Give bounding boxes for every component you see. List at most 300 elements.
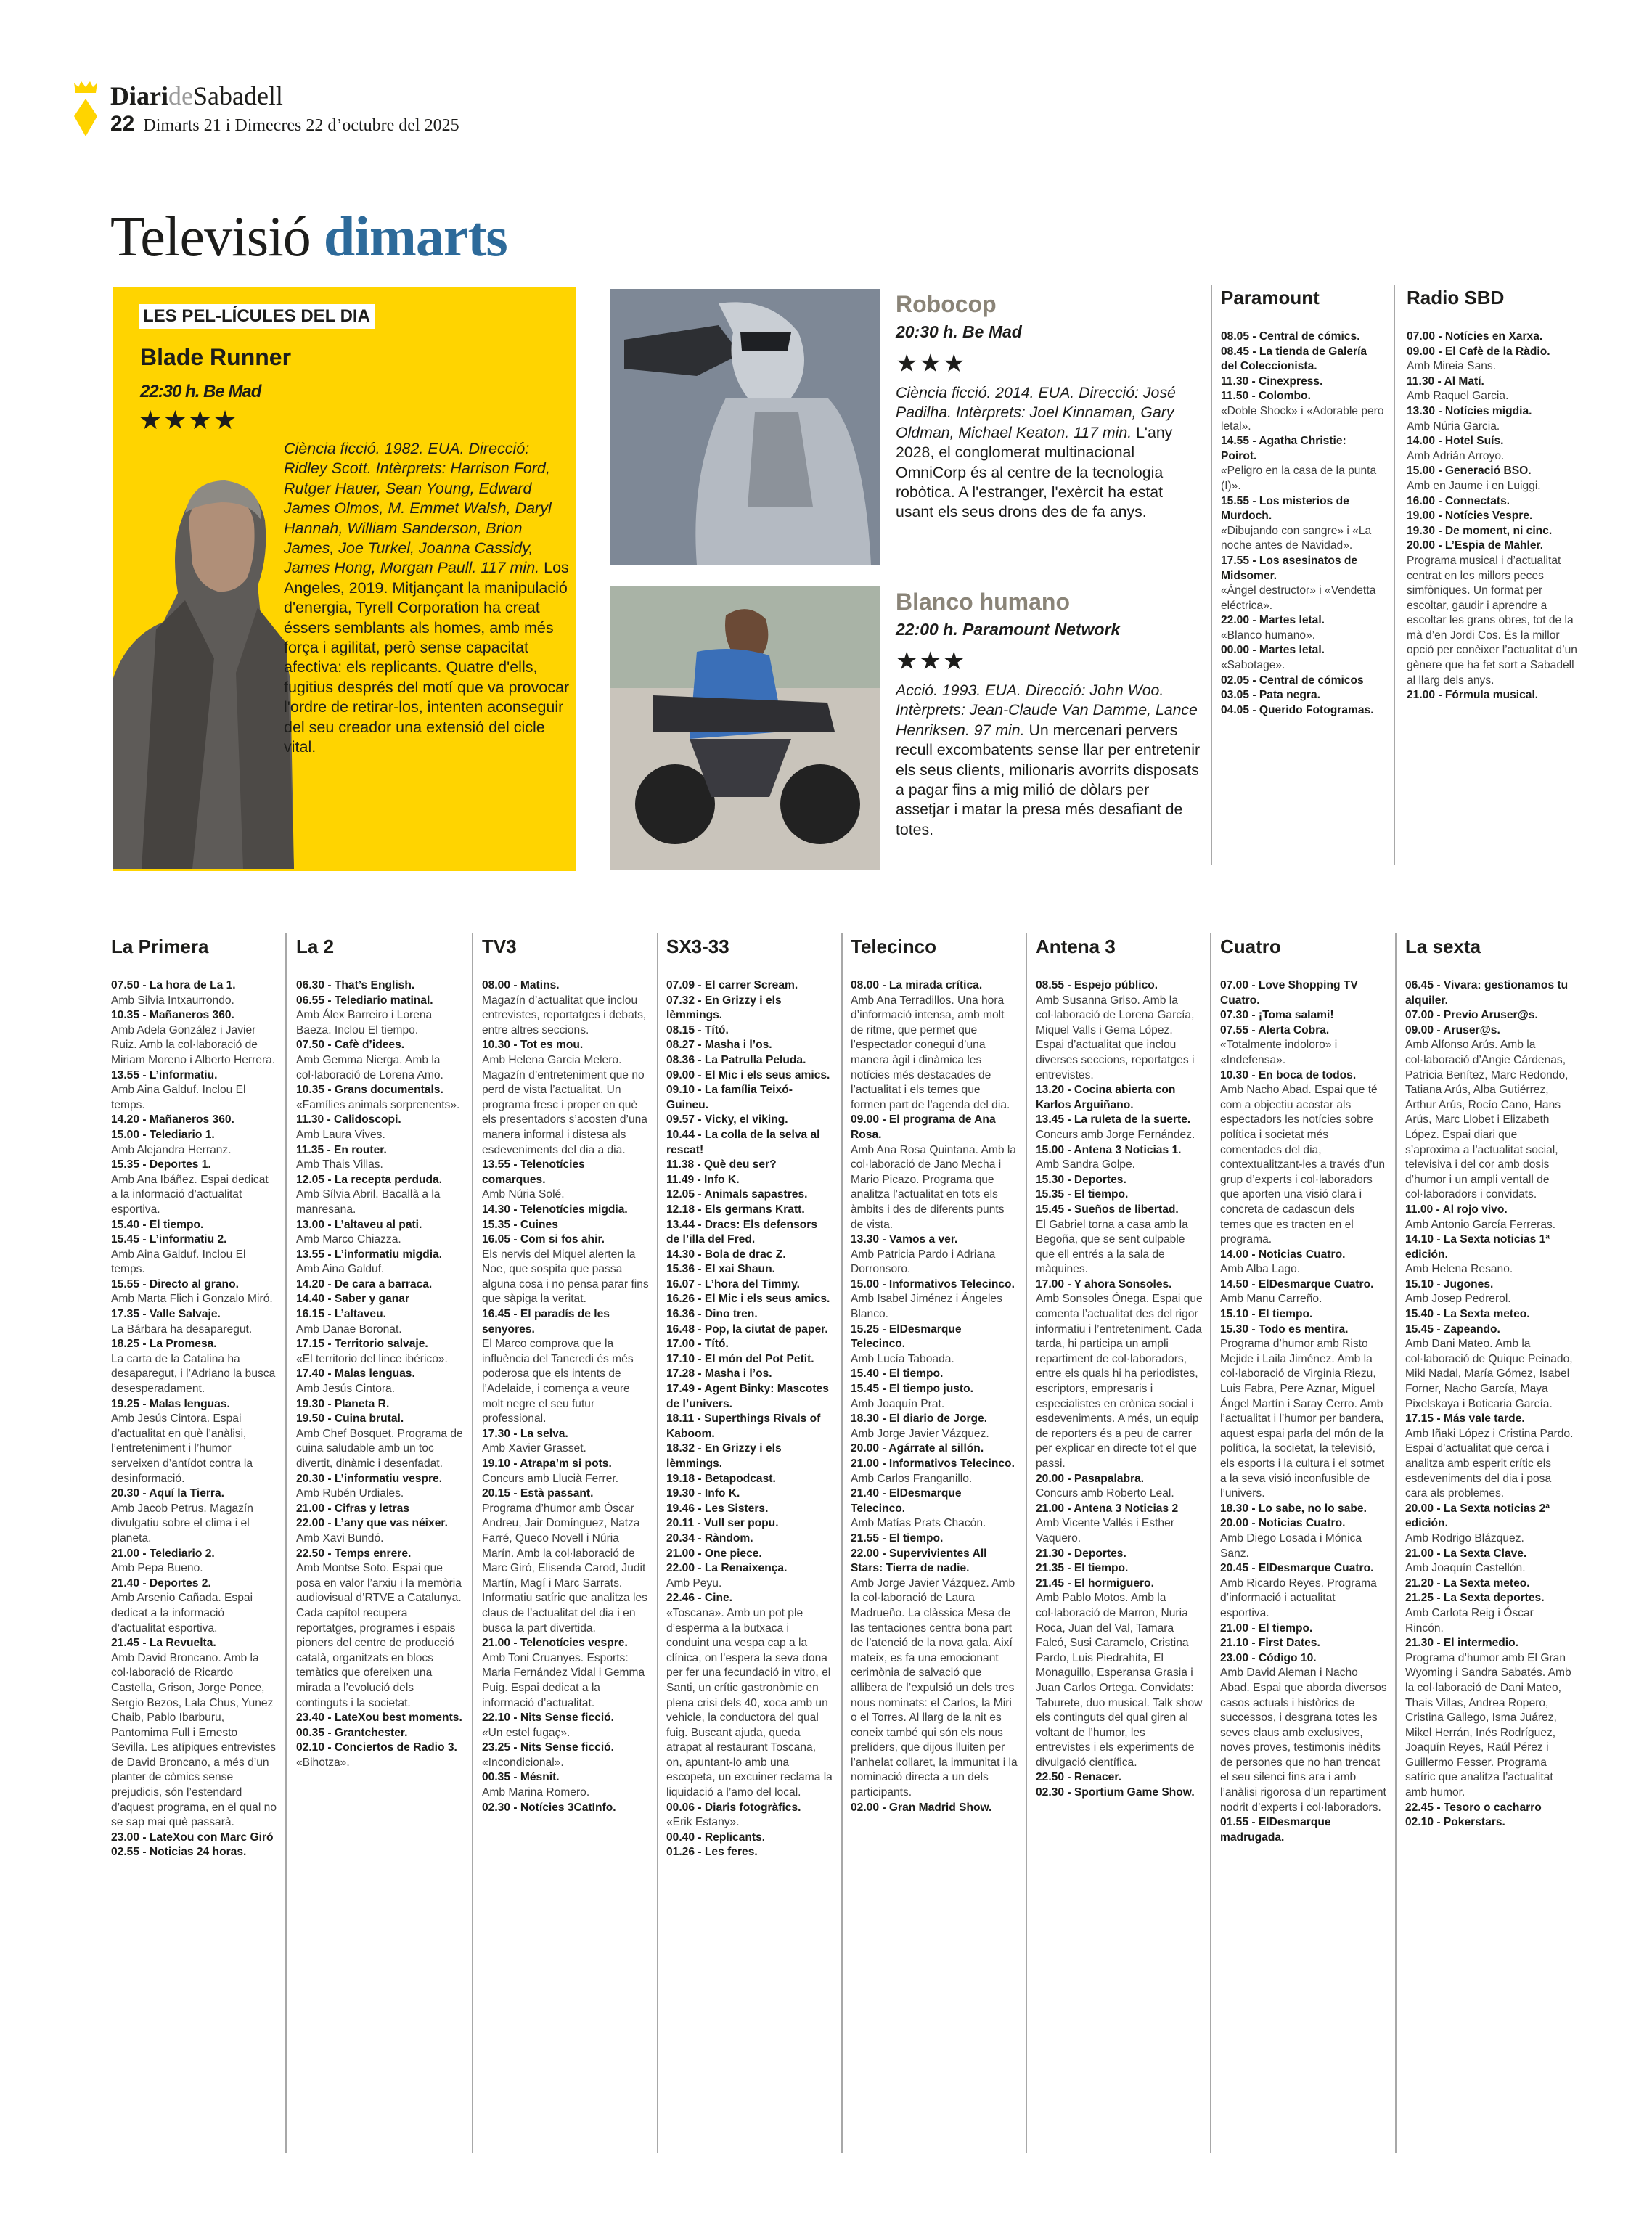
program-entry xyxy=(1221,330,1384,345)
program-entry xyxy=(1407,434,1581,464)
program-entry xyxy=(296,1292,465,1307)
program-entry xyxy=(666,1547,833,1562)
program-entry xyxy=(296,1173,465,1218)
program-title: 12.18 - Els germans Kratt. xyxy=(666,1203,805,1216)
program-entry xyxy=(1221,613,1384,643)
program-title: 15.25 - ElDesmarque Telecinco. xyxy=(851,1322,962,1351)
program-entry xyxy=(111,1547,277,1576)
channel-name: Cuatro xyxy=(1220,936,1281,957)
program-note: Amb Lucía Taboada. xyxy=(851,1352,954,1365)
program-note: Amb Matías Prats Chacón. xyxy=(851,1517,986,1530)
program-note: Amb Isabel Jiménez i Ángeles Blanco. xyxy=(851,1293,1002,1321)
program-entry xyxy=(1036,1576,1203,1771)
program-title: 23.40 - LateXou best moments. xyxy=(296,1711,462,1725)
program-entry xyxy=(1221,389,1384,434)
program-note: Programa d’humor amb El Gran Wyoming i Sandra Sabatés. Amb la col·laboració de Dani Mateo, Thais Villas, Andrea Ropero, Cristina Gallego, Isma Juárez, Mikel Herrán, Inés Rodríguez, Joaquín Reyes, Raúl Pérez i Guillermo Fesser. Programa satíric que analitza l’actualitat amb humor. xyxy=(1405,1651,1571,1799)
program-note: Amb Adela González i Javier Ruiz. Amb la col·laboració de Miriam Moreno i Alberto Herrera. xyxy=(111,1023,276,1066)
program-note: Amb Aina Galduf. Inclou El temps. xyxy=(111,1248,246,1276)
program-entry xyxy=(666,1845,833,1860)
program-title: 10.30 - Tot es mou. xyxy=(482,1039,584,1052)
program-title: 23.25 - Nits Sense ficció. xyxy=(482,1741,615,1754)
program-note: Amb Rubén Urdiales. xyxy=(296,1487,404,1500)
brand-bold: Diari xyxy=(110,81,168,110)
channel-name: Radio SBD xyxy=(1407,287,1505,308)
program-note: La carta de la Catalina ha desaparegut, i l’Adriano la busca desesperadament. xyxy=(111,1352,276,1396)
program-entry xyxy=(666,1516,833,1531)
program-note: Amb Ana Terradillos. Una hora d’informació intensa, amb molt de ritme, que permet que l’espectador conegui d’una manera àgil i dinàmica les notícies més destacades de l’actualitat i els temes que formen part de l’agenda del dia. xyxy=(851,994,1010,1111)
movie-synopsis: Un mercenari pervers recull excombatents sense llar per entretenir els seus clients, milionaris avorrits disposats a pagar fins a mig milió de dòlars per assetjar i matar la presa més desafiant de totes. xyxy=(896,721,1201,838)
program-entry xyxy=(296,1711,465,1726)
program-note: «Un estel fugaç». xyxy=(482,1726,571,1739)
program-title: 15.10 - El tiempo. xyxy=(1220,1308,1313,1321)
program-entry xyxy=(482,1486,649,1636)
program-entry xyxy=(296,1218,465,1248)
program-entry xyxy=(296,1472,465,1502)
program-title: 15.55 - Los misterios de Murdoch. xyxy=(1221,494,1349,523)
program-title: 15.45 - El tiempo justo. xyxy=(851,1383,973,1396)
program-title: 21.35 - El tiempo. xyxy=(1036,1562,1129,1575)
brand-rest: Sabadell xyxy=(192,81,283,110)
movie-rating-stars: ★★★ xyxy=(896,350,967,377)
channel-column-sx3-33 xyxy=(666,935,833,1860)
program-title: 13.00 - L’altaveu al pati. xyxy=(296,1218,422,1231)
program-title: 22.00 - La Renaixença. xyxy=(666,1562,788,1575)
program-title: 15.45 - Sueños de libertad. xyxy=(1036,1203,1179,1216)
program-title: 07.32 - En Grizzy i els lèmmings. xyxy=(666,994,782,1022)
program-entry xyxy=(111,1158,277,1217)
program-title: 21.00 - Telediario 2. xyxy=(111,1547,215,1560)
program-entry xyxy=(1405,1307,1574,1322)
movie-description xyxy=(896,383,1201,523)
program-note: Amb Sílvia Abril. Bacallà a la manresana. xyxy=(296,1188,441,1216)
program-entry xyxy=(1221,494,1384,554)
movie-credits: Acció. 1993. EUA. Direcció: John Woo. Intèrprets: Jean-Claude Van Damme, Lance Henriksen. 97 min. xyxy=(896,682,1198,739)
program-entry xyxy=(1405,1023,1574,1203)
program-note: «Dibujando con sangre» i «La noche antes de Navidad». xyxy=(1221,524,1372,552)
program-title: 15.35 - El tiempo. xyxy=(1036,1188,1129,1201)
program-title: 17.55 - Los asesinatos de Midsomer. xyxy=(1221,554,1358,582)
program-title: 10.30 - En boca de todos. xyxy=(1220,1068,1357,1081)
program-title: 15.00 - Informativos Telecinco. xyxy=(851,1277,1015,1291)
program-note: Amb Ana Ibáñez. Espai dedicat a la informació d’actualitat esportiva. xyxy=(111,1173,269,1216)
program-title: 21.30 - Deportes. xyxy=(1036,1547,1126,1560)
program-entry xyxy=(1405,1277,1574,1307)
program-entry xyxy=(1405,1591,1574,1636)
program-entry xyxy=(296,1277,465,1293)
featured-credits: Ciència ficció. 1982. EUA. Direcció: Ridley Scott. Intèrprets: Harrison Ford, Rutger Hauer, Sean Young, Edward James Olmos, M. Emmet Walsh, Daryl Hannah, William Sanderson, Brion James, Joe Turkel, Joanna Cassidy, James Hong, Morgan Paull. 117 min. xyxy=(284,440,552,577)
program-title: 09.00 - El programa de Ana Rosa. xyxy=(851,1113,996,1141)
program-title: 08.55 - Espejo público. xyxy=(1036,979,1158,991)
program-entry xyxy=(482,1770,649,1800)
program-note: Amb Laura Vives. xyxy=(296,1128,385,1141)
program-entry xyxy=(111,1486,277,1546)
program-note: Amb Ana Rosa Quintana. Amb la col·laboració de Jano Mecha i Mario Picazo. Programa que analitza l’actualitat en tots els àmbits i des de diferents punts de vista. xyxy=(851,1143,1016,1231)
program-entry xyxy=(1036,1770,1203,1786)
program-entry xyxy=(482,1457,649,1486)
program-title: 20.11 - Vull ser popu. xyxy=(666,1517,779,1530)
program-entry xyxy=(482,978,649,1038)
program-note: «Peligro en la casa de la punta (I)». xyxy=(1221,465,1377,492)
featured-synopsis: Los Angeles, 2019. Mitjançant la manipulació d'energia, Tyrell Corporation ha creat éssers semblants als homes, amb més força i agilitat, però sense capacitat afectiva: els replicants. Quatre d'ells, fugitius després del motí que va provocar l'ordre de retirar-los, intenten aconseguir del seu creador una extensió del cicle vital. xyxy=(284,559,570,756)
movie-description xyxy=(896,681,1201,840)
program-note: Amb Jacob Petrus. Magazín divulgatiu sobre el clima i el planeta. xyxy=(111,1502,253,1545)
program-entry xyxy=(666,1277,833,1293)
program-entry xyxy=(482,1232,649,1307)
column-divider xyxy=(657,933,658,2153)
program-entry xyxy=(296,1367,465,1396)
program-entry xyxy=(1036,1083,1203,1113)
program-title: 20.45 - ElDesmarque Cuatro. xyxy=(1220,1562,1374,1575)
masthead xyxy=(73,80,581,145)
program-entry xyxy=(1405,1203,1574,1232)
program-entry xyxy=(296,1397,465,1412)
column-divider xyxy=(1394,285,1395,865)
program-title: 17.00 - Tító. xyxy=(666,1338,729,1351)
program-entry xyxy=(1221,643,1384,673)
program-entry xyxy=(1036,1143,1203,1173)
channel-name: La Primera xyxy=(111,936,209,957)
column-divider xyxy=(472,933,473,2153)
program-title: 17.15 - Más vale tarde. xyxy=(1405,1412,1525,1426)
program-entry xyxy=(1220,978,1387,1008)
program-title: 21.10 - First Dates. xyxy=(1220,1637,1320,1650)
program-entry xyxy=(1407,524,1581,539)
program-title: 11.38 - Què deu ser? xyxy=(666,1158,777,1171)
program-title: 18.25 - La Promesa. xyxy=(111,1338,217,1351)
program-entry xyxy=(111,1831,277,1846)
program-entry xyxy=(666,1248,833,1263)
program-title: 00.35 - Mésnit. xyxy=(482,1771,560,1784)
program-title: 13.45 - La ruleta de la suerte. xyxy=(1036,1113,1191,1126)
movie-robocop xyxy=(896,290,1201,523)
program-note: Amb Manu Carreño. xyxy=(1220,1293,1322,1306)
program-title: 21.00 - El tiempo. xyxy=(1220,1621,1313,1635)
program-entry xyxy=(1036,1472,1203,1502)
program-entry xyxy=(482,1307,649,1427)
program-entry xyxy=(666,1502,833,1517)
program-title: 21.45 - El hormiguero. xyxy=(1036,1576,1154,1590)
program-entry xyxy=(296,1248,465,1277)
program-entry xyxy=(1407,330,1581,345)
movie-time-channel: 20:30 h. Be Mad xyxy=(896,322,1022,341)
program-note: «Erik Estany». xyxy=(666,1816,740,1829)
program-note: Amb Helena Resano. xyxy=(1405,1263,1513,1276)
program-title: 12.05 - La recepta perduda. xyxy=(296,1173,443,1186)
program-title: 14.50 - ElDesmarque Cuatro. xyxy=(1220,1277,1374,1291)
program-note: Amb David Aleman i Nacho Abad. Espai que aborda diversos casos actuals i històrics de successos, i desgrana totes les seves claus amb exclusives, noves proves, testimonis inèdits de persones que no han trencat el seu silenci fins ara i amb l’anàlisi rigorosa d’un repartiment nodrit d’experts i col·laboradors. xyxy=(1220,1666,1387,1814)
program-entry xyxy=(1405,1801,1574,1816)
program-entry xyxy=(666,1083,833,1113)
program-title: 15.00 - Telediario 1. xyxy=(111,1128,215,1141)
program-note: Amb Chef Bosquet. Programa de cuina saludable amb un toc divertit, dinàmic i desenfadat. xyxy=(296,1427,463,1470)
program-entry xyxy=(666,1382,833,1412)
program-note: Programa d’humor amb Risto Mejide i Laila Jiménez. Amb la col·laboració de Virginia Riezu, Luis Fabra, Pere Aznar, Miguel Ángel Martín i Saray Cerro. Amb l’actualitat i l’humor per bandera, aquest espai parla del món de la política, la societat, la televisió, els esports i la cultura i el sotmet a la seva visió inconfusible de l’univers. xyxy=(1220,1338,1385,1500)
program-note: Amb Núria Garcia. xyxy=(1407,420,1500,433)
featured-description xyxy=(284,439,571,758)
channel-column-la-primera xyxy=(111,935,277,1860)
program-entry xyxy=(1407,494,1581,510)
program-note: «Totalmente indoloro» i «Indefensa». xyxy=(1220,1039,1338,1066)
program-title: 21.00 - One piece. xyxy=(666,1547,762,1560)
program-note: Amb Patricia Pardo i Adriana Dorronsoro. xyxy=(851,1248,996,1276)
column-divider xyxy=(1026,933,1027,2153)
program-entry xyxy=(666,1337,833,1352)
program-title: 15.35 - Cuines xyxy=(482,1218,558,1231)
program-entry xyxy=(1220,1636,1387,1651)
issue-line xyxy=(110,112,459,138)
program-title: 13.55 - L’informatiu. xyxy=(111,1068,218,1081)
program-entry xyxy=(851,1412,1018,1441)
program-note: Amb Jorge Javier Vázquez. Amb la col·laboració de Laura Madrueño. La clàssica Mesa de las tentaciones centra bona part de l’atenció de la nova gala. Així mateix, es fa una emocionant cerimònia de salvació que allibera de l’expulsió un dels tres nous nominats: el Carlos, la Miri o el Torres. Al llarg de la nit es coneix també qui són els nous prelíders, que dijous lluiten per l’anhelat collaret, la immunitat i la nominació directa a un dels participants. xyxy=(851,1576,1018,1799)
program-entry xyxy=(1405,1008,1574,1023)
program-title: 21.20 - La Sexta meteo. xyxy=(1405,1576,1530,1590)
program-entry xyxy=(1036,1173,1203,1188)
program-entry xyxy=(296,1143,465,1173)
program-entry xyxy=(111,1232,277,1277)
program-title: 15.55 - Directo al grano. xyxy=(111,1277,239,1291)
program-title: 11.35 - En router. xyxy=(296,1143,387,1156)
program-entry xyxy=(1405,978,1574,1008)
program-note: «Famílies animals sorprenents». xyxy=(296,1098,460,1111)
channel-column-radio-sbd xyxy=(1407,286,1581,703)
program-title: 11.50 - Colombo. xyxy=(1221,390,1311,403)
program-note: Amb Jesús Cintora. xyxy=(296,1383,396,1396)
program-title: 09.10 - La família Teixó-Guineu. xyxy=(666,1084,793,1111)
program-note: «Incondicional». xyxy=(482,1756,564,1769)
program-entry xyxy=(851,1531,1018,1547)
program-title: 22.00 - Martes letal. xyxy=(1221,614,1325,627)
program-entry xyxy=(296,1083,465,1113)
program-entry xyxy=(851,1382,1018,1412)
program-entry xyxy=(1221,703,1384,719)
program-title: 20.00 - Pasapalabra. xyxy=(1036,1472,1145,1485)
program-entry xyxy=(1036,1187,1203,1203)
program-entry xyxy=(1220,1502,1387,1517)
column-divider xyxy=(1210,933,1211,2153)
program-title: 16.05 - Com si fos ahir. xyxy=(482,1233,605,1246)
program-entry xyxy=(1405,1412,1574,1502)
program-entry xyxy=(1036,978,1203,1083)
program-note: Amb Dani Mateo. Amb la col·laboració de Quique Peinado, Miki Nadal, María Gómez, Isabel Forner, Nacho García, Maya Pixelskaya i Boticaria García. xyxy=(1405,1338,1573,1410)
program-entry xyxy=(1036,1203,1203,1277)
program-title: 16.48 - Pop, la ciutat de paper. xyxy=(666,1322,828,1336)
program-entry xyxy=(1220,1023,1387,1068)
program-entry xyxy=(851,1457,1018,1486)
program-entry xyxy=(482,1801,649,1816)
program-entry xyxy=(851,1322,1018,1367)
program-note: Amb Núria Solé. xyxy=(482,1188,565,1201)
movie-rating-stars: ★★★ xyxy=(896,647,967,675)
program-title: 21.25 - La Sexta deportes. xyxy=(1405,1592,1545,1605)
program-title: 08.00 - La mirada crítica. xyxy=(851,979,983,991)
program-title: 02.05 - Central de cómicos xyxy=(1221,674,1364,687)
program-title: 19.00 - Notícies Vespre. xyxy=(1407,510,1533,523)
program-title: 19.46 - Les Sisters. xyxy=(666,1502,769,1515)
program-note: Magazín d’actualitat que inclou entrevistes, reportatges i debats, entre altres seccions. xyxy=(482,994,647,1036)
program-note: Amb Xavi Bundó. xyxy=(296,1531,384,1545)
program-title: 09.57 - Vicky, el viking. xyxy=(666,1113,788,1126)
program-title: 16.07 - L’hora del Timmy. xyxy=(666,1277,801,1291)
program-entry xyxy=(1220,1248,1387,1277)
program-entry xyxy=(666,1218,833,1248)
program-title: 21.00 - Antena 3 Noticias 2 xyxy=(1036,1502,1179,1515)
program-entry xyxy=(296,994,465,1039)
page-title xyxy=(110,202,507,271)
program-title: 08.27 - Masha i l’os. xyxy=(666,1039,772,1052)
program-note: Programa musical i d’actualitat centrat en les millors peces simfòniques. Un format per escoltar, gaudir i aprendre a escoltar les grans obres, tot de la mà d’en Jordi Cos. És la millor opció per conèixer l’actualitat d’un gènere que ha fet sort a Sabadell al llarg dels anys. xyxy=(1407,554,1577,687)
program-entry xyxy=(1407,464,1581,494)
channel-column-cuatro xyxy=(1220,935,1387,1845)
program-title: 15.00 - Generació BSO. xyxy=(1407,465,1532,478)
program-entry xyxy=(1220,1561,1387,1621)
program-title: 15.40 - El tiempo. xyxy=(111,1218,204,1231)
program-note: La Bárbara ha desaparegut. xyxy=(111,1322,253,1336)
program-title: 17.28 - Masha i l’os. xyxy=(666,1367,772,1381)
program-entry xyxy=(1220,1815,1387,1845)
program-title: 19.25 - Malas lenguas. xyxy=(111,1397,230,1410)
program-entry xyxy=(851,1277,1018,1322)
channel-column-la-2 xyxy=(296,935,465,1770)
program-title: 10.44 - La colla de la selva al rescat! xyxy=(666,1128,820,1156)
program-title: 20.34 - Ràndom. xyxy=(666,1531,753,1545)
program-note: Amb Gemma Nierga. Amb la col·laboració de Lorena Amo. xyxy=(296,1053,443,1081)
program-title: 11.30 - Calidoscopi. xyxy=(296,1113,401,1126)
program-note: Amb David Broncano. Amb la col·laboració de Ricardo Castella, Grison, Jorge Ponce, Sergio Bezos, Lala Chus, Yunez Chaib, Pablo Ibarburu, Pantomima Full i Ernesto Sevilla. Les atípiques entrevistes de David Broncano, a més d’un planter de còmics sense prejudicis, són l’estendard d’aquest programa, en el qual no se sap mai què passarà. xyxy=(111,1651,277,1829)
program-entry xyxy=(1036,1561,1203,1576)
program-title: 11.30 - Cinexpress. xyxy=(1221,375,1323,388)
program-title: 11.30 - Al Matí. xyxy=(1407,375,1484,388)
program-note: Amb Rodrigo Blázquez. xyxy=(1405,1531,1524,1545)
program-note: Amb Diego Losada i Mónica Sanz. xyxy=(1220,1531,1362,1560)
program-title: 21.30 - El intermedio. xyxy=(1405,1637,1518,1650)
program-note: «Sabotage». xyxy=(1221,659,1285,672)
program-entry xyxy=(1221,554,1384,613)
program-entry xyxy=(666,1441,833,1471)
program-entry xyxy=(296,1307,465,1337)
program-title: 07.00 - Notícies en Xarxa. xyxy=(1407,330,1543,343)
issue-date: Dimarts 21 i Dimecres 22 d’octubre del 2025 xyxy=(143,116,459,135)
program-entry xyxy=(666,1262,833,1277)
program-entry xyxy=(666,1591,833,1800)
program-entry xyxy=(296,978,465,994)
program-entry xyxy=(851,1486,1018,1531)
program-title: 22.00 - Supervivientes All Stars: Tierra de nadie. xyxy=(851,1547,987,1575)
program-entry xyxy=(1036,1277,1203,1472)
program-title: 02.30 - Notícies 3CatInfo. xyxy=(482,1801,616,1814)
program-title: 21.00 - Telenotícies vespre. xyxy=(482,1637,628,1650)
blanco-humano-photo xyxy=(610,586,880,870)
program-title: 02.55 - Noticias 24 horas. xyxy=(111,1846,247,1859)
program-title: 21.00 - Cifras y letras xyxy=(296,1502,410,1515)
program-entry xyxy=(1407,404,1581,434)
program-entry xyxy=(851,1367,1018,1382)
program-note: Programa d’humor amb Òscar Andreu, Jair Domínguez, Natza Farré, Queco Novell i Núria Marín. Amb la col·laboració de Marc Giró, Elisenda Carod, Judit Martín, Magí i Marc Sarrats. Informatiu satíric que analitza les claus de l’actualitat del dia i en busca la part divertida. xyxy=(482,1502,647,1635)
program-title: 16.36 - Dino tren. xyxy=(666,1308,758,1321)
program-entry xyxy=(111,1068,277,1113)
program-note: Amb Ricardo Reyes. Programa d’informació i actualitat esportiva. xyxy=(1220,1576,1377,1619)
program-entry xyxy=(1221,674,1384,689)
program-entry xyxy=(851,1547,1018,1801)
program-title: 13.55 - Telenotícies comarques. xyxy=(482,1158,585,1186)
robocop-photo xyxy=(610,289,880,565)
program-title: 16.26 - El Mic i els seus amics. xyxy=(666,1293,830,1306)
program-entry xyxy=(1405,1322,1574,1412)
program-title: 19.50 - Cuina brutal. xyxy=(296,1412,404,1426)
program-entry xyxy=(666,1472,833,1487)
program-entry xyxy=(1220,1277,1387,1307)
program-entry xyxy=(666,1038,833,1053)
program-note: Amb Aina Galduf. xyxy=(296,1263,385,1276)
program-entry xyxy=(296,1741,465,1770)
program-entry xyxy=(296,1726,465,1741)
program-title: 17.10 - El món del Pot Petit. xyxy=(666,1352,814,1365)
program-entry xyxy=(666,1412,833,1441)
program-note: Amb Marco Chiazza. xyxy=(296,1233,401,1246)
program-entry xyxy=(111,1636,277,1831)
movie-credits: Ciència ficció. 2014. EUA. Direcció: José Padilha. Intèrprets: Joel Kinnaman, Gary Oldman, Michael Keaton. 117 min. xyxy=(896,384,1176,441)
program-title: 21.55 - El tiempo. xyxy=(851,1531,944,1545)
program-note: Amb Xavier Grasset. xyxy=(482,1442,586,1455)
program-entry xyxy=(666,1531,833,1547)
program-note: Amb Helena Garcia Melero. Magazín d’entreteniment que no perd de vista l’actualitat. Un programa fresc i proper en què els presentadors s’acosten d’una manera informal i distesa als esdeveniments del dia a dia. xyxy=(482,1053,647,1156)
program-note: Amb Arsenio Cañada. Espai dedicat a la informació d’actualitat esportiva. xyxy=(111,1592,253,1635)
program-note: Concurs amb Llucià Ferrer. xyxy=(482,1472,619,1485)
movie-time-channel: 22:00 h. Paramount Network xyxy=(896,620,1121,639)
program-title: 09.00 - El Cafè de la Ràdio. xyxy=(1407,345,1550,358)
program-title: 03.05 - Pata negra. xyxy=(1221,689,1320,702)
program-entry xyxy=(666,1113,833,1128)
program-note: Amb Nacho Abad. Espai que té com a objectiu acostar als espectadors les notícies sobre política i societat més comentades del dia, contextualitzant-les a través d’un grup d’experts i col·laboradors que aporten una visió clara i concreta de cadascun dels temes que es tracten en el programa. xyxy=(1220,1084,1386,1246)
channel-name: Antena 3 xyxy=(1036,936,1116,957)
program-entry xyxy=(666,1352,833,1367)
program-title: 21.00 - Informativos Telecinco. xyxy=(851,1457,1015,1470)
program-entry xyxy=(1220,1516,1387,1561)
program-title: 19.30 - De moment, ni cinc. xyxy=(1407,524,1553,537)
program-title: 08.15 - Tító. xyxy=(666,1023,729,1036)
program-title: 14.55 - Agatha Christie: Poirot. xyxy=(1221,435,1346,462)
program-entry xyxy=(1221,688,1384,703)
program-title: 07.55 - Alerta Cobra. xyxy=(1220,1023,1330,1036)
program-entry xyxy=(1405,1576,1574,1592)
program-note: Amb Alba Lago. xyxy=(1220,1263,1301,1276)
program-entry xyxy=(296,1113,465,1142)
program-note: Amb Adrián Arroyo. xyxy=(1407,449,1505,462)
program-entry xyxy=(666,1486,833,1502)
movie-title: Blanco humano xyxy=(896,589,1071,615)
program-note: Els nervis del Miquel alerten la Noe, que sospita que passa alguna cosa i no pensa parar fins que sàpiga la veritat. xyxy=(482,1248,649,1306)
program-entry xyxy=(482,1203,649,1218)
program-entry xyxy=(1220,1068,1387,1248)
program-entry xyxy=(1036,1786,1203,1801)
channel-name: SX3-33 xyxy=(666,936,729,957)
program-entry xyxy=(296,1038,465,1083)
program-title: 16.45 - El paradís de les senyores. xyxy=(482,1308,610,1336)
program-title: 15.36 - El xai Shaun. xyxy=(666,1263,775,1276)
program-entry xyxy=(111,1337,277,1396)
program-entry xyxy=(482,1158,649,1203)
program-entry xyxy=(111,1576,277,1636)
program-entry xyxy=(851,1801,1018,1816)
program-title: 17.00 - Y ahora Sonsoles. xyxy=(1036,1277,1172,1291)
program-title: 15.30 - Todo es mentira. xyxy=(1220,1322,1349,1336)
program-note: Amb Marta Flich i Gonzalo Miró. xyxy=(111,1293,273,1306)
program-entry xyxy=(1405,1502,1574,1547)
program-entry xyxy=(111,1307,277,1337)
program-entry xyxy=(1220,1322,1387,1502)
movie-blanco-humano xyxy=(896,588,1201,840)
program-entry xyxy=(851,978,1018,1113)
program-entry xyxy=(1405,1547,1574,1576)
